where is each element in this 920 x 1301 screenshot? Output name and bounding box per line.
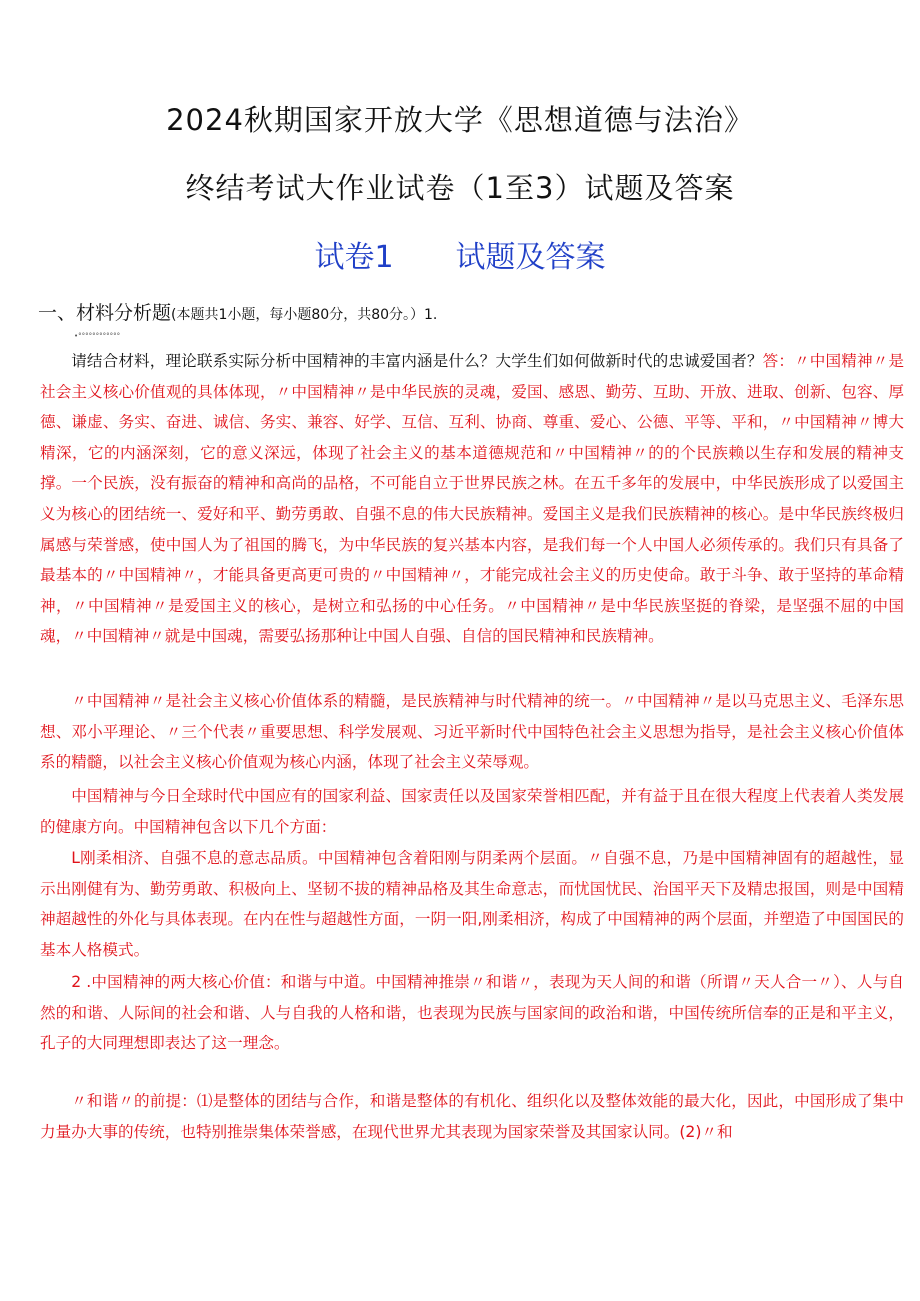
- section-heading-text: 一、材料分析题: [38, 302, 172, 324]
- paper-label: 试卷1: [314, 240, 394, 275]
- answer-paragraph-4: L刚柔相济、自强不息的意志品质。中国精神包含着阳刚与阴柔两个层面。〃自强不息，乃是中国精神固有的超越性，显示出刚健有为、勤劳勇敢、积极向上、坚韧不拔的精神品格及其生命意志，而忧国忧民、治国平天下及精忠报国，则是中国精神超越性的外化与具体表现。在内在性与超越性方面，一阴一阳,刚柔相济，构成了中国精神的两个层面，并塑造了中国国民的基本人格模式。: [40, 849, 904, 959]
- document-title-line-1: 2024秋期国家开放大学《思想道德与法治》: [166, 103, 754, 137]
- question-text: 请结合材料，理论联系实际分析中国精神的丰富内涵是什么？大学生们如何做新时代的忠诚爱国者？: [71, 352, 763, 370]
- question-and-answer-paragraph: [40, 346, 904, 652]
- dots-mark: •°°°°°°°°°°°°: [74, 332, 121, 340]
- answer-paragraph-3: 中国精神与今日全球时代中国应有的国家利益、国家责任以及国家荣誉相匹配，并有益于且在很大程度上代表着人类发展的健康方向。中国精神包含以下几个方面：: [40, 787, 904, 836]
- section-heading: [38, 298, 437, 325]
- answer-paragraph-6: 〃和谐〃的前提：⑴是整体的团结与合作，和谐是整体的有机化、组织化以及整体效能的最大化，因此，中国形成了集中力量办大事的传统，也特别推崇集体荣誉感，在现代世界尤其表现为国家荣誉及其国家认同。(2)〃和: [40, 1092, 904, 1141]
- paper-subtitle: 试题及答案: [455, 240, 606, 275]
- section-note: (本题共1小题，每小题80分，共80分。）1.: [171, 307, 438, 323]
- document-title-line-2: 终结考试大作业试卷（1至3）试题及答案: [185, 171, 735, 205]
- answer-paragraph-5: 2 .中国精神的两大核心价值：和谐与中道。中国精神推崇〃和谐〃，表现为天人间的和谐（所谓〃天人合一〃）、人与自然的和谐、人际间的社会和谐、人与自我的人格和谐，也表现为民族与国家间的政治和谐，中国传统所信奉的正是和平主义，孔子的大同理想即表达了这一理念。: [40, 973, 904, 1053]
- answer-paragraph-1: 答：〃中国精神〃是社会主义核心价值观的具体体现，〃中国精神〃是中华民族的灵魂，爱国、感恩、勤劳、互助、开放、进取、创新、包容、厚德、谦虚、务实、奋进、诚信、务实、兼容、好学、互信、互利、协商、尊重、爱心、公德、平等、平和，〃中国精神〃博大精深，它的内涵深刻，它的意义深远，体现了社会主义的基本道德规范和〃中国精神〃的的个民族赖以生存和发展的精神支撑。一个民族，没有振奋的精神和高尚的品格，不可能自立于世界民族之林。在五千多年的发展中，中华民族形成了以爱国主义为核心的团结统一、爱好和平、勤劳勇敢、自强不息的伟大民族精神。爱国主义是我们民族精神的核心。是中华民族终极归属感与荣誉感，使中国人为了祖国的腾飞，为中华民族的复兴基本内容，是我们每一个人中国人必须传承的。我们只有具备了最基本的〃中国精神〃，才能具备更高更可贵的〃中国精神〃，才能完成社会主义的历史使命。敢于斗争、敢于坚持的革命精神，〃中国精神〃是爱国主义的核心，是树立和弘扬的中心任务。〃中国精神〃是中华民族坚挺的脊梁，是坚强不屈的中国魂，〃中国精神〃就是中国魂，需要弘扬那种让中国人自强、自信的国民精神和民族精神。: [40, 352, 904, 646]
- answer-paragraph-2: 〃中国精神〃是社会主义核心价值体系的精髓，是民族精神与时代精神的统一。〃中国精神〃是以马克思主义、毛泽东思想、邓小平理论、〃三个代表〃重要思想、科学发展观、习近平新时代中国特色社会主义思想为指导，是社会主义核心价值体系的精髓，以社会主义核心价值观为核心内涵，体现了社会主义荣辱观。: [40, 692, 904, 772]
- paper-title: [0, 232, 920, 276]
